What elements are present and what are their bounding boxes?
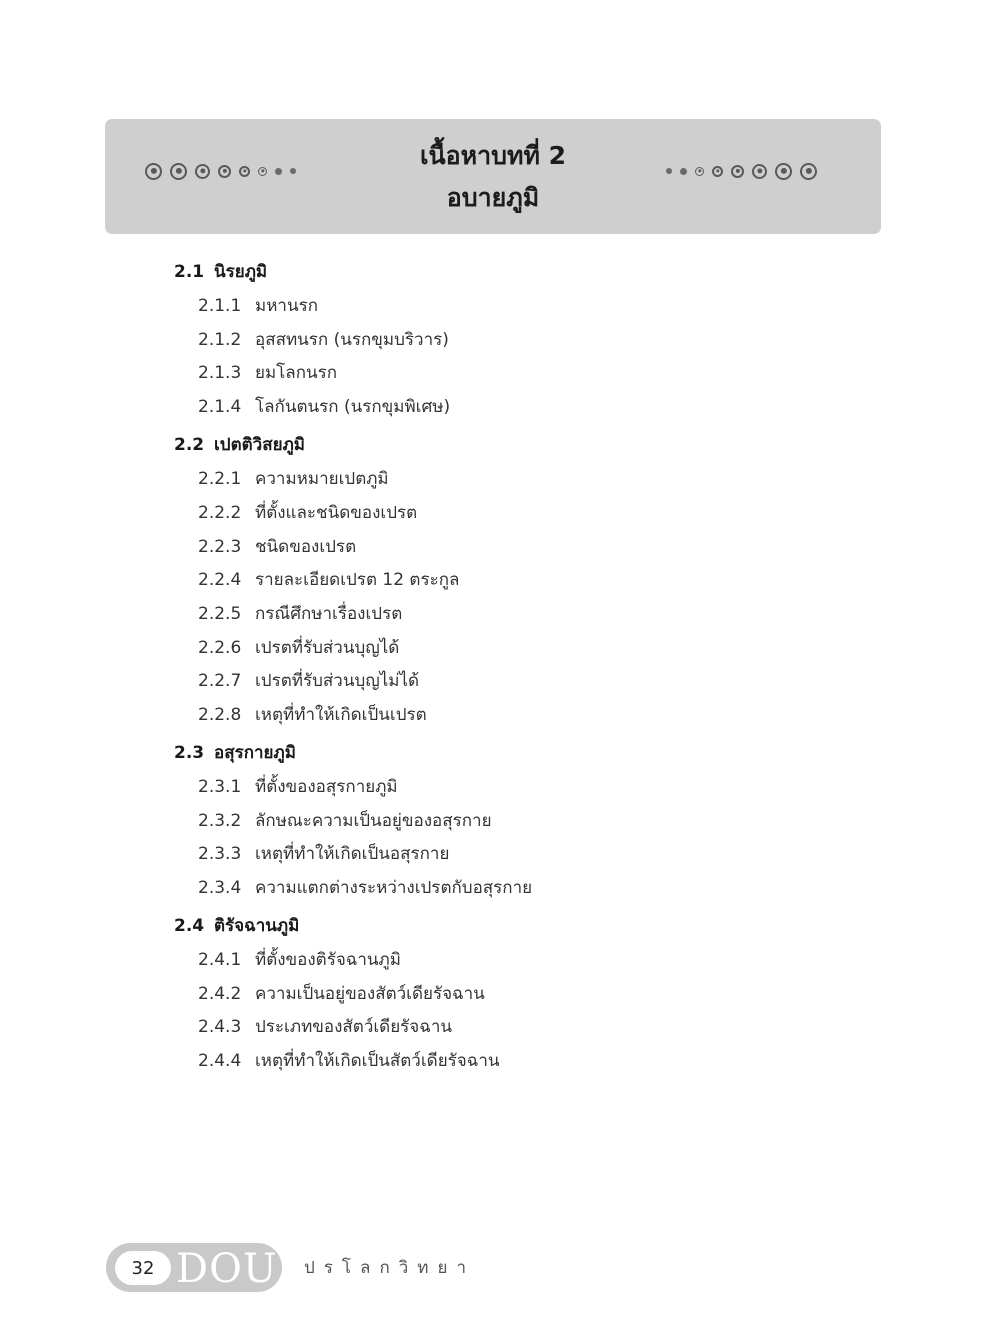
toc-item: 2.3.2 ลักษณะความเป็นอยู่ของอสุรกาย bbox=[198, 811, 492, 831]
chapter-title-line1: เนื้อหาบทที่ 2 bbox=[419, 141, 567, 170]
footer-logo-pill bbox=[106, 1243, 282, 1292]
toc-item: 2.1.2 อุสสทนรก (นรกขุมบริวาร) bbox=[198, 330, 449, 350]
toc-item: 2.4.3 ประเภทของสัตว์เดียรัจฉาน bbox=[198, 1017, 453, 1037]
section-heading: 2.2 เปตติวิสยภูมิ bbox=[174, 435, 305, 455]
toc-item: 2.4.1 ที่ตั้งของติรัจฉานภูมิ bbox=[198, 950, 401, 970]
toc-item: 2.3.3 เหตุที่ทำให้เกิดเป็นอสุรกาย bbox=[198, 844, 450, 864]
decorative-dots-right bbox=[662, 159, 821, 183]
toc-item: 2.2.5 กรณีศึกษาเรื่องเปรต bbox=[198, 604, 403, 624]
toc-item: 2.2.6 เปรตที่รับส่วนบุญได้ bbox=[198, 638, 400, 658]
toc-item: 2.2.7 เปรตที่รับส่วนบุญไม่ได้ bbox=[198, 671, 420, 691]
toc-item: 2.2.1 ความหมายเปตภูมิ bbox=[198, 469, 389, 489]
toc-item: 2.2.4 รายละเอียดเปรต 12 ตระกูล bbox=[198, 570, 460, 590]
section-heading: 2.3 อสุรกายภูมิ bbox=[174, 743, 296, 763]
bullet-dot-icon bbox=[680, 168, 687, 175]
chapter-banner bbox=[105, 119, 881, 234]
toc-item: 2.3.4 ความแตกต่างระหว่างเปรตกับอสุรกาย bbox=[198, 878, 533, 898]
bullet-dot-icon bbox=[800, 163, 817, 180]
toc-item: 2.1.4 โลกันตนรก (นรกขุมพิเศษ) bbox=[198, 397, 451, 417]
toc-item: 2.2.8 เหตุที่ทำให้เกิดเป็นเปรต bbox=[198, 705, 427, 725]
bullet-dot-icon bbox=[775, 163, 792, 180]
toc-item: 2.1.1 มหานรก bbox=[198, 296, 319, 316]
toc-item: 2.4.4 เหตุที่ทำให้เกิดเป็นสัตว์เดียรัจฉาน bbox=[198, 1051, 500, 1071]
bullet-dot-icon bbox=[752, 164, 767, 179]
toc-item: 2.2.3 ชนิดของเปรต bbox=[198, 537, 357, 557]
page-number: 32 bbox=[115, 1251, 171, 1285]
bullet-dot-icon bbox=[712, 166, 723, 177]
section-heading: 2.4 ติรัจฉานภูมิ bbox=[174, 916, 300, 936]
dou-logo-text: DOU bbox=[176, 1246, 278, 1292]
toc-item: 2.2.2 ที่ตั้งและชนิดของเปรต bbox=[198, 503, 418, 523]
section-heading: 2.1 นิรยภูมิ bbox=[174, 262, 268, 282]
toc-item: 2.1.3 ยมโลกนรก bbox=[198, 363, 338, 383]
toc-item: 2.3.1 ที่ตั้งของอสุรกายภูมิ bbox=[198, 777, 398, 797]
bullet-dot-icon bbox=[695, 167, 704, 176]
course-name: ปรโลกวิทยา bbox=[304, 1258, 476, 1278]
toc-item: 2.4.2 ความเป็นอยู่ของสัตว์เดียรัจฉาน bbox=[198, 984, 485, 1004]
bullet-dot-icon bbox=[731, 165, 744, 178]
chapter-title-line2: อบายภูมิ bbox=[446, 183, 540, 212]
page-footer bbox=[106, 1243, 475, 1292]
bullet-dot-icon bbox=[666, 168, 672, 174]
